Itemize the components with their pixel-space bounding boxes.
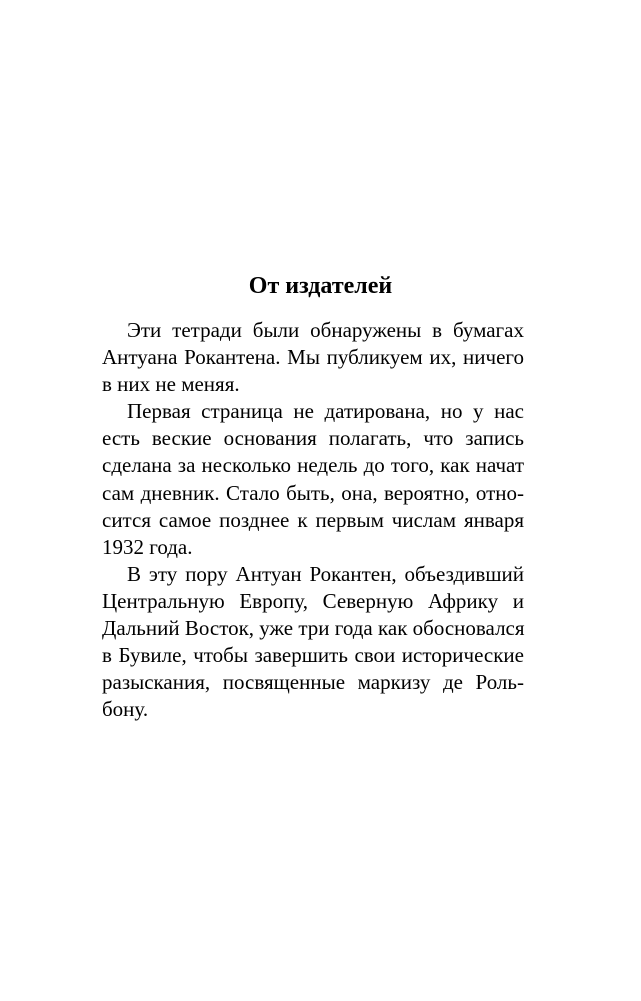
text-line: Центральную Европу, Северную Африку и [102, 588, 524, 613]
text-line: Первая страница не датирована, но у нас [127, 399, 524, 424]
text-line: сделана за несколько недель до того, как начат [102, 453, 524, 478]
text-line: Дальний Восток, уже три года как обосновался [102, 616, 525, 641]
text-line: В эту пору Антуан Рокантен, объездивший [127, 561, 524, 586]
text-line: 1932 года. [102, 534, 193, 559]
paragraph [102, 561, 524, 724]
paragraph [102, 398, 524, 561]
body-text [102, 317, 524, 723]
paragraph [102, 317, 524, 398]
text-line: разыскания, посвященные маркизу де Роль- [102, 670, 524, 695]
chapter-heading: От издателей [248, 273, 393, 299]
text-line: Эти тетради были обнаружены в бумагах [127, 318, 524, 342]
text-line: сам дневник. Стало быть, она, вероятно, отно- [102, 480, 524, 505]
text-line: сится самое позднее к первым числам января [102, 507, 524, 532]
text-line: бону. [102, 697, 149, 722]
text-line: в Бувиле, чтобы завершить свои исторические [102, 643, 524, 668]
text-line: Антуана Рокантена. Мы публикуем их, ничего [102, 345, 524, 370]
text-line: в них не меняя. [102, 372, 240, 397]
text-line: есть веские основания полагать, что запись [102, 426, 524, 451]
